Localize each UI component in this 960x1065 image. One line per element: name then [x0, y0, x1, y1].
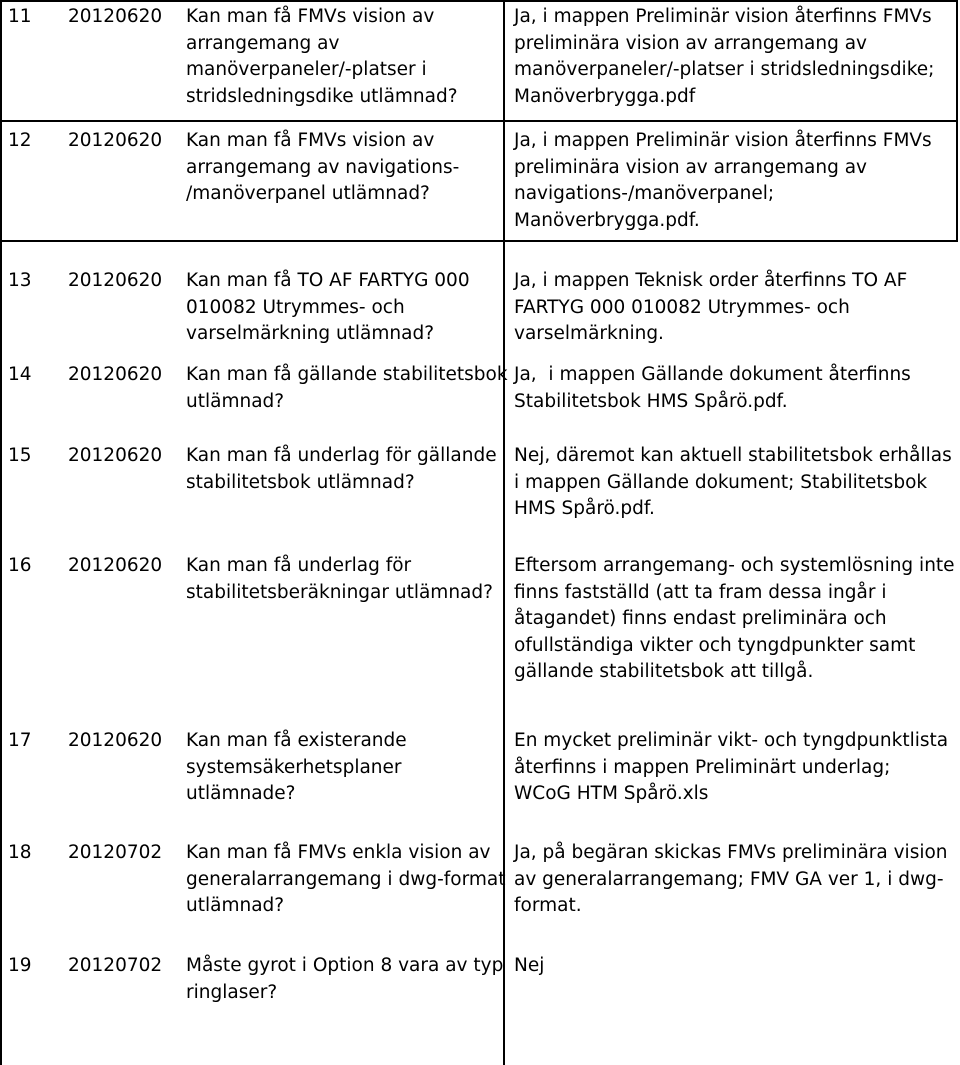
answer-line: varselmärkning. [514, 323, 664, 344]
answer-line: finns fastställd (att ta fram dessa ingår i [514, 581, 887, 603]
row-date: 20120620 [68, 730, 163, 751]
question-cell [186, 728, 506, 808]
answer-cell [514, 4, 954, 110]
row-date: 20120620 [68, 130, 163, 151]
row-divider [0, 120, 958, 122]
row-number: 16 [8, 555, 32, 576]
question-line: manöverpaneler/-platser i [186, 59, 427, 80]
answer-cell [514, 728, 954, 808]
answer-line: av generalarrangemang; FMV GA ver 1, i dwg- [514, 868, 944, 890]
answer-line: manöverpaneler/-platser i stridsledningsdike; [514, 59, 935, 80]
answer-line: Ja, i mappen Gällande dokument återfinns [514, 364, 911, 385]
question-line: Kan man få FMVs vision av [186, 6, 435, 27]
answer-cell [514, 840, 954, 920]
question-line: /manöverpanel utlämnad? [186, 183, 430, 204]
question-cell [186, 268, 506, 348]
answer-line: Stabilitetsbok HMS Spårö.pdf. [514, 390, 788, 412]
answer-line: navigations-/manöverpanel; [514, 183, 775, 204]
question-line: utlämnade? [186, 783, 296, 804]
question-line: Kan man få FMVs enkla vision av [186, 842, 491, 863]
question-line: arrangemang av navigations- [186, 156, 460, 178]
answer-line: En mycket preliminär vikt- och tyngdpunktlista [514, 730, 949, 751]
question-line: Kan man få existerande [186, 730, 407, 751]
answer-line: preliminära vision av arrangemang av [514, 156, 868, 178]
answer-line: återfinns i mappen Preliminärt underlag; [514, 756, 891, 778]
question-cell [186, 553, 506, 606]
question-line: Kan man få FMVs vision av [186, 130, 435, 151]
answer-line: Ja, i mappen Teknisk order återfinns TO AF [514, 270, 908, 291]
question-line: utlämnad? [186, 895, 285, 916]
row-date: 20120620 [68, 445, 163, 466]
answer-line: Ja, i mappen Preliminär vision återfinns FMVs [514, 130, 932, 151]
answer-cell [514, 553, 954, 686]
answer-line: Nej [514, 955, 545, 976]
answer-cell [514, 268, 954, 348]
row-number: 14 [8, 364, 32, 385]
question-line: stridsledningsdike utlämnad? [186, 85, 458, 107]
answer-line: Ja, på begäran skickas FMVs preliminära vision [514, 842, 948, 863]
answer-line: Manöverbrygga.pdf [514, 85, 696, 107]
row-date: 20120620 [68, 270, 163, 291]
question-line: systemsäkerhetsplaner [186, 756, 402, 778]
question-line: varselmärkning utlämnad? [186, 323, 435, 344]
row-number: 12 [8, 130, 32, 151]
answer-line: Nej, däremot kan aktuell stabilitetsbok erhållas [514, 445, 952, 466]
question-line: Kan man få TO AF FARTYG 000 [186, 270, 470, 291]
answer-line: Ja, i mappen Preliminär vision återfinns FMVs [514, 6, 932, 27]
row-date: 20120620 [68, 364, 163, 385]
answer-line: Manöverbrygga.pdf. [514, 209, 700, 231]
question-cell [186, 128, 506, 208]
question-line: generalarrangemang i dwg-format [186, 868, 506, 890]
answer-line: i mappen Gällande dokument; Stabilitetsbok [514, 471, 928, 493]
question-line: utlämnad? [186, 390, 285, 412]
answer-line: Eftersom arrangemang- och systemlösning inte [514, 555, 955, 576]
question-line: ringlaser? [186, 981, 278, 1003]
answer-line: preliminära vision av arrangemang av [514, 32, 868, 54]
answer-line: format. [514, 895, 582, 916]
row-number: 18 [8, 842, 32, 863]
row-number: 11 [8, 6, 32, 27]
answer-cell [514, 362, 954, 415]
answer-line: FARTYG 000 010082 Utrymmes- och [514, 296, 850, 318]
row-date: 20120620 [68, 555, 163, 576]
row-number: 19 [8, 955, 32, 976]
row-number: 13 [8, 270, 32, 291]
table-border-top [0, 0, 958, 2]
question-line: stabilitetsberäkningar utlämnad? [186, 581, 493, 603]
answer-line: WCoG HTM Spårö.xls [514, 783, 709, 804]
answer-line: gällande stabilitetsbok att tillgå. [514, 661, 814, 682]
answer-line: HMS Spårö.pdf. [514, 498, 655, 519]
answer-line: ofullständiga vikter och tyngdpunkter samt [514, 634, 916, 656]
table-border-left [0, 0, 2, 1065]
question-cell [186, 4, 506, 110]
question-line: 010082 Utrymmes- och [186, 296, 405, 318]
row-number: 17 [8, 730, 32, 751]
answer-cell [514, 443, 954, 523]
question-line: Måste gyrot i Option 8 vara av typ [186, 955, 504, 976]
answer-cell [514, 953, 954, 980]
question-cell [186, 840, 506, 920]
question-line: Kan man få gällande stabilitetsbok [186, 364, 508, 385]
question-cell [186, 953, 506, 1006]
question-cell [186, 443, 506, 496]
answer-cell [514, 128, 954, 234]
answer-line: åtagandet) finns endast preliminära och [514, 608, 887, 629]
row-divider [0, 240, 958, 242]
row-date: 20120702 [68, 842, 163, 863]
question-line: arrangemang av [186, 32, 340, 54]
row-date: 20120620 [68, 6, 163, 27]
question-line: Kan man få underlag för [186, 555, 412, 576]
question-cell [186, 362, 506, 415]
question-line: Kan man få underlag för gällande [186, 445, 497, 466]
row-number: 15 [8, 445, 32, 466]
row-date: 20120702 [68, 955, 163, 976]
question-line: stabilitetsbok utlämnad? [186, 471, 415, 493]
